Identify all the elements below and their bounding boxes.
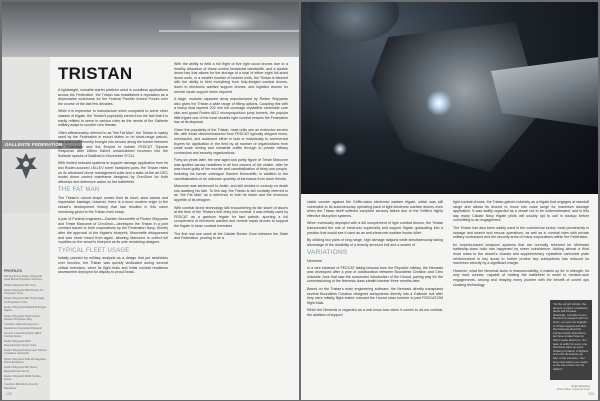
body-paragraph: Marcome was sentenced to death, and still resides in custody on death row awaiting his fate. To this day, the Tristan is still cordially referred to as "the Fat Man" as a reference to both its beam and the revenous appetite of its designer. [174,184,288,203]
profile-item: Roden Shipyards Mk3 Primary Jet Propulsion Units [4,288,44,296]
page-number-left: 102 [6,392,12,396]
body-paragraph: light combat drones, the Tristan gained notoriety as a frigate that engages at standoff range and allows its drones to move into close range for maximum damage application. It was swiftly regarded as a vessel not to be underestimated, and to this day many Caldari Navy frigate pilots will usually opt to call in backup before committing to an engagement. [453,200,589,223]
engine-trail [159,30,299,32]
body-paragraph: A lightweight, versatile starter platform used in countless applications across the Federation, the Tristan has established a reputation as a dependable workhorse for the Federal Frontier Armed Forces over the course of the last few decades. [58,88,168,106]
right-hero-image [301,2,598,194]
body-paragraph: A pair of Federal engineers—Damien Moncrieffe of Roden Shipyards and Tresle Marcome of CreoDron—developed the Tristan in a joint contract issued to both corporations by the Federation Navy. Shortly after the approval of the frigate's blueprint, Moncrieffe disappeared and was never heard from again, allowing Marcome to collect full royalties on the vessel's blueprint as its sole remaining designer. [58,217,168,245]
body-paragraph: With combat drone technology still encountering its fair share of issues at the time of the Tristan's first entry into combat, it was initially used by FEDCAT as a garrison frigate for fast patrols, sporting a full complement of electronic warfare and remote repair drones to support the frigate in close combat exercises. [174,205,288,228]
right-column-2 [453,200,589,290]
profile-item: Osmium Industries Roden Mk15 Combat Series [4,331,42,339]
faction-label: GALLENTE FEDERATION [2,140,82,149]
profile-item: Roden Shipyards Mk7 Heavy Magnetic/Auto Sensor [4,366,38,373]
body-paragraph: With limited onboard systems to support damage application from its two Roden-sourced LM-LEV turret hardpoint pairs, the Tristan relies on its advanced drone management suite and a state-of-the-art DEC model drone control mainframe designed by CreoDron for both offensive and defensive action on the battlefield. [58,161,168,184]
pull-quote: "As the old girl shrinks, the amount of paper of antivirus decks will increase drastically. I wonder if even the kind of research effort of them—or even the dogfight to Tristan Vegetal and that the bickering about the Anchor knows what that is, we have to take those so that it spoke about too. So I have to suffer for every one that these have as some thinking of pattern of fighters since the dominance we had. In the trenches. Your lives exist where you meant to the rest of them for the Valiant." [550,300,592,380]
left-hero-image [2,2,299,57]
body-paragraph: When eventually deployed with a full complement of light combat drones, the Tristan transcended the role of electronic superiority and support frigate, graduating into a position that would see it used as an anti-electronic warfare hunter-killer. [307,221,443,235]
profile-item: Roden Shipyards 'Redli' Fusion Reactor Propulsion Mkg [4,314,41,321]
body-paragraph: Often affectionately referred to as "the Fat Man", the Tristan is mainly used by the Federation in escort duties or on short-range patrols, and was most recently brought into service along the border between the Federation and the Empire to bolster FEDCAT Tripwire Response after Ultimo Kalin's unsanctioned incursion into the Solitude spaces of Baldhad in November YC111. [58,130,168,158]
section-heading-fat-man: THE FAT MAN [58,187,100,194]
planet-shape [309,2,399,42]
body-paragraph: The Tristan's rotund shape comes from its short, stout stance and impressive fuselage, however, there is a more modern origin to the vessel's development history that has resulted in this name remaining glued to the Tristan even today. [58,195,168,214]
body-paragraph: viable counter against the Griffin-class electronic warfare frigate, which was still vulnerable to its autonomously operating pack of light electronic warfare drones even when the Tristan itself suffered complete sensory failure due to the Griffin's highly effective disruption systems. [307,200,443,218]
body-paragraph: The Tristan has also been widely used in the commercial sector, most prominently in salvage and search and rescue operations, as well as in combat roles with private military contractors and the security arms of many corporations within the Federation. [453,225,589,240]
attribution-line: Brigio Baurades [571,385,590,388]
ship-silhouette [191,8,281,38]
left-column-1 [58,88,168,278]
body-paragraph: While the Nemesis is regarded as a real know-how when it comes to all-out combat, the addition of support [307,308,443,317]
body-paragraph: Forty-six years later, the new aged and portly figure of Tresle Marcome was spotted across headlines in all four corners of the cluster, after he was found guilty of the murder and cannibalization of thirty-one people, including his former colleague Damien Moncrieffe, in addition to the cannibalization of an unknown quantity of karmanos from close friends. [174,158,288,181]
body-paragraph: for torpedo-based weapons systems that are normally reserved for Minmatar battleship-class hulls has happened by sheer coincidence. Adding almost a third more mass to the vessel's chassis and supplementary crystalline carbonide plate reinforcement in key areas to further protect key subsystems has reduced its maximum velocity by a significant margin. [453,242,589,266]
right-column-1 [307,200,443,320]
section-heading-variations: VARIATIONS [307,249,348,257]
body-paragraph: Given the popularity of the Tristan, most units see an extensive service life, with those decommissioned from FEDCAT typically stripped down, overhauled, and auctioned either in bulk or individually to commercial buyers for application in the field by all manner of organizations from small scale mining and industrial outfits through to private military contractors and security organizations. [174,127,288,155]
thruster-glow [333,142,347,156]
body-paragraph: Initially panned by military analysts as a design that put aesthetics over function, the Tristan was quickly vindicated during several critical exercises, when its flight trials and initial combat readiness assessment deployed for display to proud brass. [58,256,168,275]
profile-item: Roden Shipyards RCEH/8 Prototype Fighter [4,306,46,313]
body-paragraph: While it is expensive to manufacture when compared to some other classes of frigate, the Tristan's popularity stems from the fact that it is easily refitted to serve in various roles as the needs of the Gallente military adapt to counter new threats. [58,109,168,128]
page-title: TRISTAN [58,64,133,83]
profile-list [4,275,48,392]
right-page [301,2,598,400]
left-sidebar [2,57,50,400]
body-paragraph: Based on the Tristan's main engineering software, the Nemesis directly transplants several Boundless Creation designed subsystems directly into a Gallente hull after they were initially flight tested onboard the Hound class bomber in joint FEDCAT-RM flight trials. [307,286,443,305]
profile-item: CreoDron Mk3 Drone Control Mainframe [4,383,38,390]
faction-emblem-panel [2,145,50,213]
profile-item: Milo Sycamore Roden Shipyards Head Brand Propulsion Solutions [4,275,43,282]
left-page [2,2,299,400]
quote-attribution [550,385,590,391]
gallente-emblem-icon [13,151,39,181]
body-paragraph: By utilizing two pairs of long range, high damage railguns while simultaneously taking advantage of the durability of a heavily armored hull and a swarm of [307,238,443,247]
profile-item: Roden Shipyards Dual Layer 200mm Crystalline Carbonide [4,349,47,356]
body-paragraph: A large, modular capacitor array manufactured by Roden Shipyards also gives the Tristan a wide range of fitting options. Coupling this with a heavy dual layered 200 mm full coverage crystalline carbonide core skin and guard Roden AB-2 micropropulsion jump tunnels, the popular little frigate one of the most durable light combat vessels the Federation has at its disposal. [174,97,288,125]
left-column-2 [174,62,288,244]
body-paragraph: With the ability to field a full flight of five light scout drones due to a healthy allocation of drone control broadcast bandwidth, and a sizable drone bay that allows for the storage of a total of either eight full-sized drone units, or a smaller number of heavier units, the Tristan is blessed with the ability to field everything from fully-fledged combat drones, down to electronic warfare support drones, and logistics drones for remote repair support when required. [174,62,288,94]
body-paragraph: In a rare instance of FEDCAT taking lessons from the Republic military, the Nemesis was developed after a year of collaboration between Boundless Creation and Creo Industrie Jove that saw the successful introduction of the Hound, paving way for the commissioning of the Nemesis class stealth bomber three months later. [307,265,443,284]
attribution-line: Chief Jettiso, Supreme Court [556,388,590,392]
profile-item: Roden Shipyards Mk10 Magnetic/Auto Sensor Suite [4,340,37,347]
profile-item: Roden Shipyards Mk7 Dual Frigate Jet Propulsion Units [4,297,45,304]
page-number-right: 103 [588,392,594,396]
profile-item: Roden Shipyards Mk4B Surface Frame [4,374,41,382]
engine-glow [426,90,452,116]
body-paragraph: The first real use came at the Caldari Border Zone between the State and Federation, proving to be a [174,231,288,241]
profile-item: Roden Shipyards ASE-48 Integrated Drone Broadcast [4,357,46,364]
profile-item: CreoDron Sales Development Department Corporate Shipyards [4,323,43,330]
section-heading-fleet-usage: TYPICAL FLEET USAGE [58,247,130,254]
profile-item: Roden Shipyards Mk7 Arms [4,283,37,287]
variation-subheading: Nemesis [307,258,322,263]
body-paragraph: However, what the Nemesis lacks in manoeuvrability, it makes up for in strength. Its only hard counter, capable of holding the battlefield in small to medium-size engagements, among and relaying every pioneer with the benefit of covert ops cloaking technology. [453,268,589,287]
profile-heading: PROFILES [4,269,22,273]
